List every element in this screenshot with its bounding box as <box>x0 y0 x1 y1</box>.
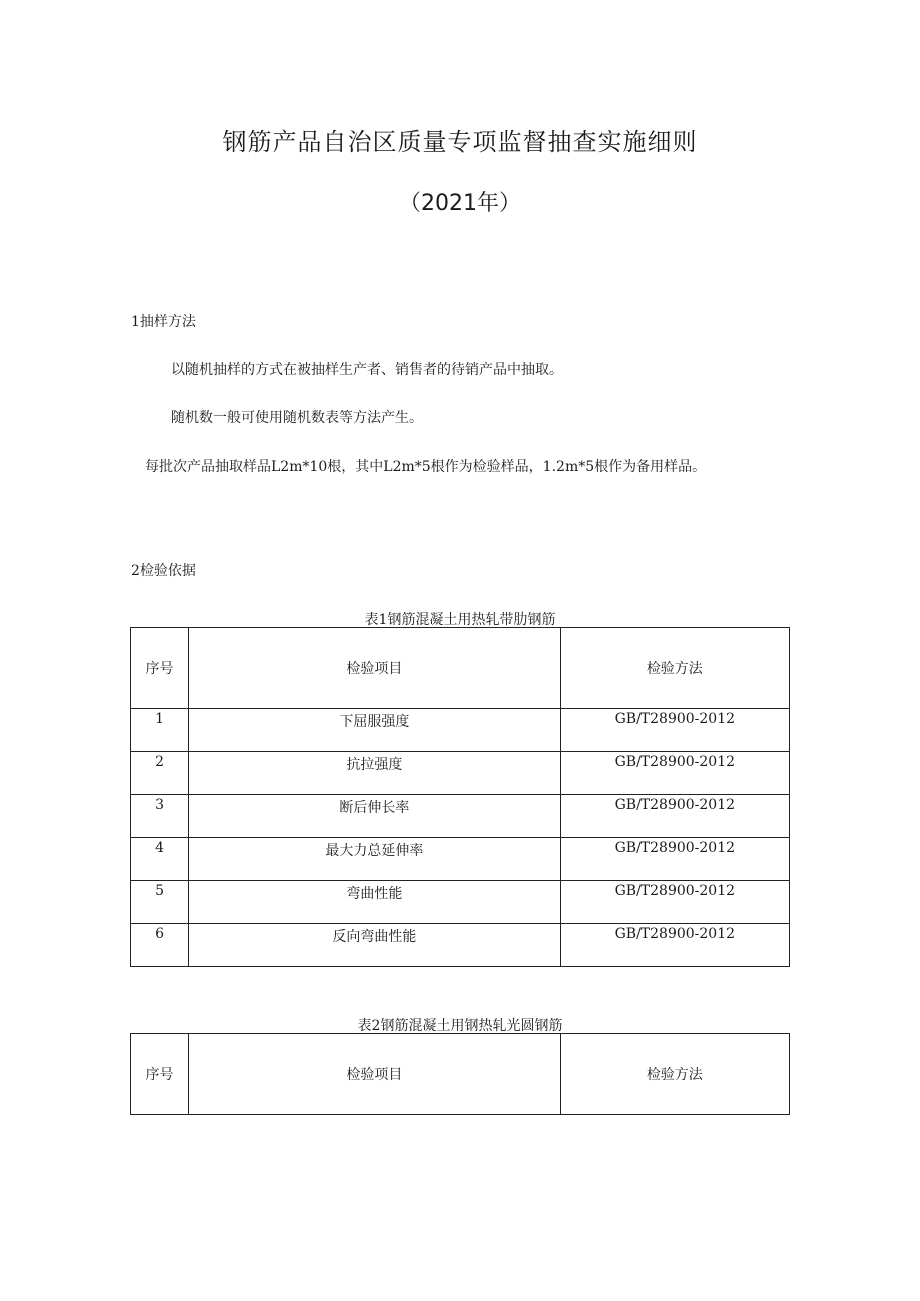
section-2-heading: 2检验依据 <box>131 563 196 579</box>
table-row <box>131 924 790 967</box>
table-2-caption: 表2钢筋混凝土用钢热轧光圆钢筋 <box>357 1018 563 1034</box>
table-row <box>131 881 790 924</box>
row-index: 1 <box>131 709 189 752</box>
row-method: GB/T28900-2012 <box>560 838 789 881</box>
row-index: 3 <box>131 795 189 838</box>
row-method: GB/T28900-2012 <box>560 924 789 967</box>
row-item: 抗拉强度 <box>189 752 561 795</box>
header-index: 序号 <box>131 628 189 709</box>
table-row <box>131 752 790 795</box>
row-item: 反向弯曲性能 <box>189 924 561 967</box>
header-item: 检验项目 <box>189 1034 561 1115</box>
row-index: 6 <box>131 924 189 967</box>
section-1-paragraph-3: 每批次产品抽取样品L2m*10根，其中L2m*5根作为检验样品，1.2m*5根作为备用样品。 <box>145 459 707 475</box>
row-index: 2 <box>131 752 189 795</box>
row-item: 下屈服强度 <box>189 709 561 752</box>
row-method: GB/T28900-2012 <box>560 881 789 924</box>
section-1-paragraph-2: 随机数一般可使用随机数表等方法产生。 <box>171 410 423 426</box>
row-index: 5 <box>131 881 189 924</box>
header-method: 检验方法 <box>560 628 789 709</box>
row-method: GB/T28900-2012 <box>560 795 789 838</box>
row-method: GB/T28900-2012 <box>560 752 789 795</box>
row-item: 弯曲性能 <box>189 881 561 924</box>
section-1-heading: 1抽样方法 <box>131 314 196 330</box>
header-item: 检验项目 <box>189 628 561 709</box>
header-index: 序号 <box>131 1034 189 1115</box>
table-1-header-row <box>131 628 790 709</box>
row-item: 断后伸长率 <box>189 795 561 838</box>
row-item: 最大力总延伸率 <box>189 838 561 881</box>
row-method: GB/T28900-2012 <box>560 709 789 752</box>
section-1-paragraph-1: 以随机抽样的方式在被抽样生产者、销售者的待销产品中抽取。 <box>171 362 563 378</box>
table-2-header-row <box>131 1034 790 1115</box>
table-row <box>131 709 790 752</box>
table-row <box>131 838 790 881</box>
table-1 <box>130 627 790 967</box>
table-1-caption: 表1钢筋混凝土用热轧带肋钢筋 <box>364 612 556 628</box>
table-row <box>131 795 790 838</box>
document-year: （2021年） <box>399 191 521 216</box>
document-title: 钢筋产品自治区质量专项监督抽查实施细则 <box>222 128 698 156</box>
row-index: 4 <box>131 838 189 881</box>
header-method: 检验方法 <box>560 1034 789 1115</box>
table-2 <box>130 1033 790 1115</box>
